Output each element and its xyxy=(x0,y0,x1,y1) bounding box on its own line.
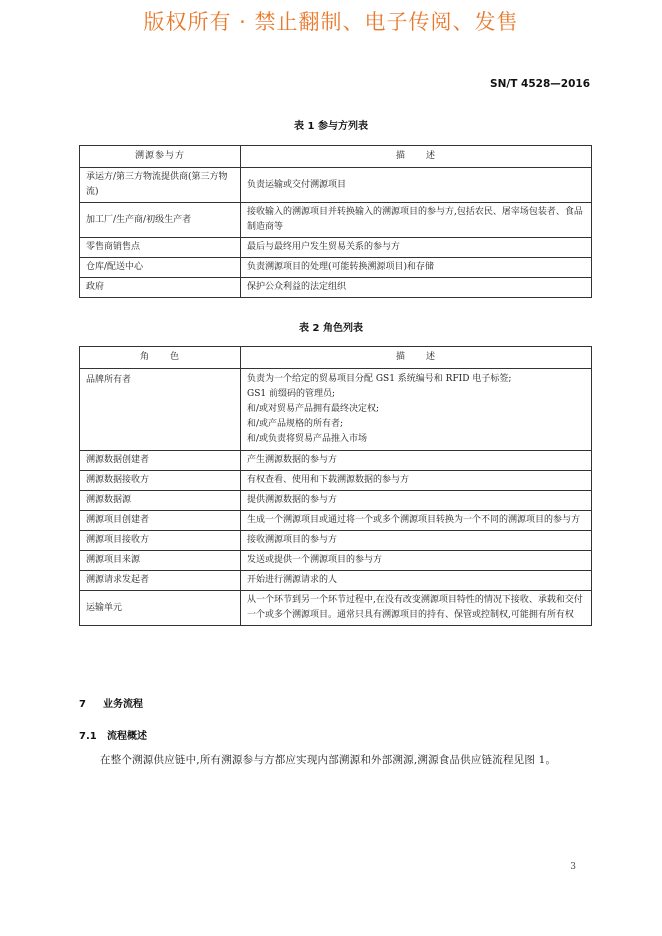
table-cell: 开始进行溯源请求的人 xyxy=(241,571,592,591)
table-cell: 运输单元 xyxy=(80,591,241,626)
table-row xyxy=(80,511,592,531)
table-row xyxy=(80,258,592,278)
table-cell: 承运方/第三方物流提供商(第三方物流) xyxy=(80,168,241,203)
table-cell: 溯源项目创建者 xyxy=(80,511,241,531)
cell-line: 和/或对贸易产品拥有最终决定权; xyxy=(247,404,380,414)
table-cell: 政府 xyxy=(80,278,241,298)
table-cell: 负责运输或交付溯源项目 xyxy=(241,168,592,203)
table1-title: 表 1 参与方列表 xyxy=(294,121,368,132)
column-header: 描 述 xyxy=(241,347,592,369)
table-cell: 溯源数据接收方 xyxy=(80,471,241,491)
table-cell: 接收溯源项目的参与方 xyxy=(241,531,592,551)
table-cell: 仓库/配送中心 xyxy=(80,258,241,278)
table-cell: 发送或提供一个溯源项目的参与方 xyxy=(241,551,592,571)
table-cell: 品牌所有者 xyxy=(80,369,241,451)
section-title: 业务流程 xyxy=(103,699,143,710)
table-row xyxy=(80,369,592,451)
cell-line: 负责为一个给定的贸易项目分配 GS1 系统编号和 RFID 电子标签; xyxy=(247,374,512,384)
page-number: 3 xyxy=(570,862,576,872)
section-number: 7 xyxy=(79,699,86,710)
table-cell xyxy=(241,369,592,451)
column-header: 角 色 xyxy=(80,347,241,369)
table-row xyxy=(80,491,592,511)
table-cell: 从一个环节到另一个环节过程中,在没有改变溯源项目特性的情况下接收、承载和交付一个或多个溯源项目。通常只具有溯源项目的持有、保管或控制权,可能拥有所有权 xyxy=(241,591,592,626)
roles-table xyxy=(79,346,592,626)
table-cell: 生成一个溯源项目或通过将一个或多个溯源项目转换为一个不同的溯源项目的参与方 xyxy=(241,511,592,531)
table-cell: 溯源项目来源 xyxy=(80,551,241,571)
table-cell: 保护公众利益的法定组织 xyxy=(241,278,592,298)
table-cell: 溯源数据创建者 xyxy=(80,451,241,471)
table-cell: 负责溯源项目的处理(可能转换溯源项目)和存储 xyxy=(241,258,592,278)
cell-line: 和/或负责将贸易产品推入市场 xyxy=(247,434,368,444)
cell-line: GS1 前缀码的管理员; xyxy=(247,389,335,399)
table2-title: 表 2 角色列表 xyxy=(299,323,363,334)
table-cell: 产生溯源数据的参与方 xyxy=(241,451,592,471)
column-header: 描 述 xyxy=(241,146,592,168)
table-cell: 接收输入的溯源项目并转换输入的溯源项目的参与方,包括农民、屠宰场包装者、食品制造商等 xyxy=(241,203,592,238)
table-row xyxy=(80,203,592,238)
table-row xyxy=(80,238,592,258)
table-row xyxy=(80,551,592,571)
body-paragraph: 在整个溯源供应链中,所有溯源参与方都应实现内部溯源和外部溯源,溯源食品供应链流程见图 1。 xyxy=(100,754,557,766)
copyright-watermark: 版权所有 · 禁止翻制、电子传阅、发售 xyxy=(143,10,519,34)
table-header-row xyxy=(80,146,592,168)
table-header-row xyxy=(80,347,592,369)
table-row xyxy=(80,451,592,471)
table-cell: 最后与最终用户发生贸易关系的参与方 xyxy=(241,238,592,258)
table-cell: 溯源请求发起者 xyxy=(80,571,241,591)
table-cell: 加工厂/生产商/初级生产者 xyxy=(80,203,241,238)
table-row xyxy=(80,278,592,298)
column-header: 溯源参与方 xyxy=(80,146,241,168)
section-heading xyxy=(79,695,143,710)
standard-number: SN/T 4528—2016 xyxy=(490,78,590,90)
table-row xyxy=(80,531,592,551)
participants-table xyxy=(79,145,592,298)
table-cell: 溯源数据源 xyxy=(80,491,241,511)
table-cell: 零售商销售点 xyxy=(80,238,241,258)
subsection-heading xyxy=(79,727,147,742)
table-cell: 提供溯源数据的参与方 xyxy=(241,491,592,511)
table-row xyxy=(80,591,592,626)
section-number: 7.1 xyxy=(79,731,97,742)
section-title: 流程概述 xyxy=(107,731,147,742)
table-row xyxy=(80,471,592,491)
table-row xyxy=(80,571,592,591)
cell-line: 和/或产品规格的所有者; xyxy=(247,419,344,429)
table-cell: 溯源项目接收方 xyxy=(80,531,241,551)
table-cell: 有权查看、使用和下载溯源数据的参与方 xyxy=(241,471,592,491)
table-row xyxy=(80,168,592,203)
